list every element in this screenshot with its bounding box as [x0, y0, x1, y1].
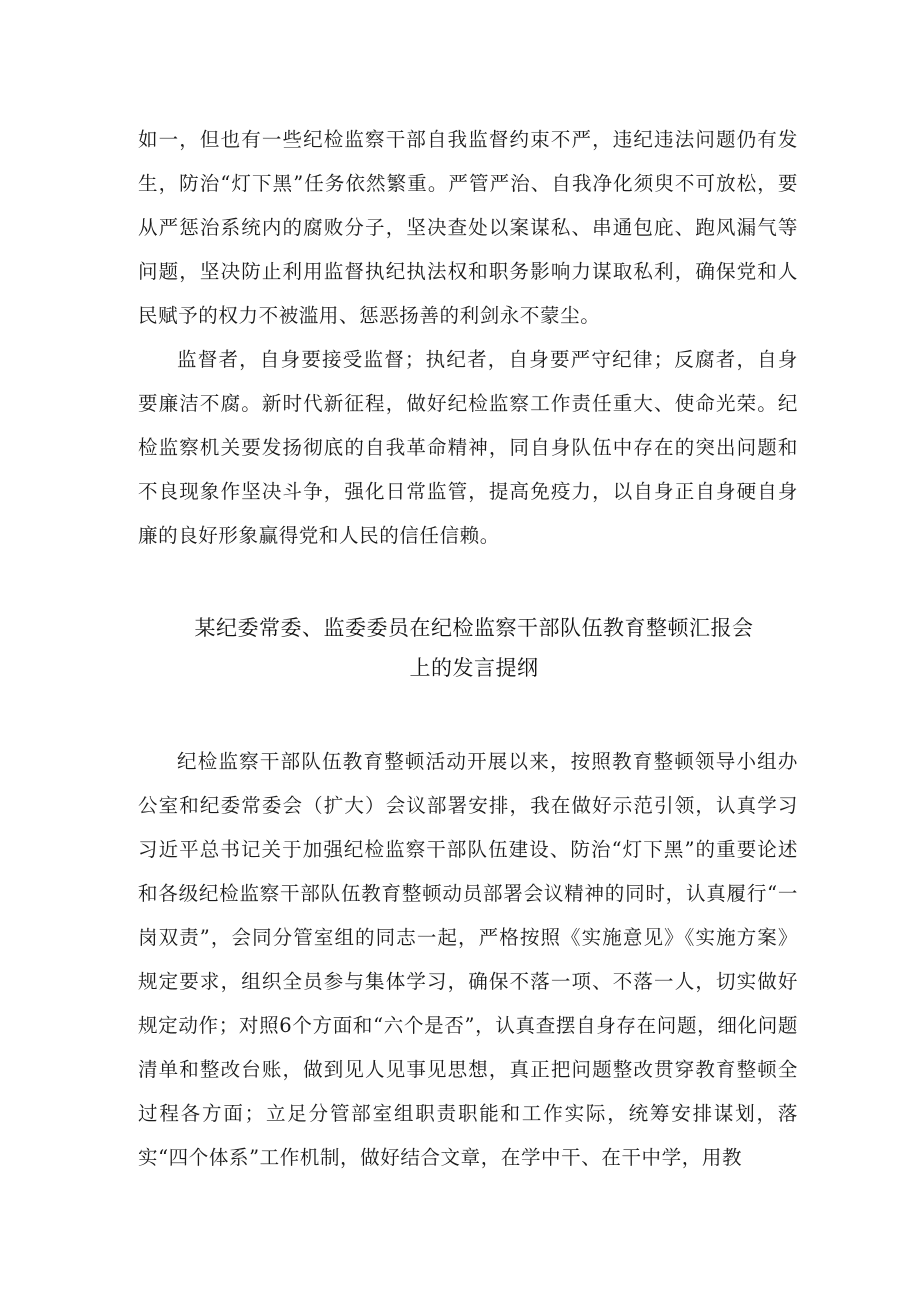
paragraph-supervisor: 监督者，自身要接受监督；执纪者，自身要严守纪律；反腐者，自身要廉洁不腐。新时代新征程，做好纪检监察工作责任重大、使命光荣。纪检监察机关要发扬彻底的自我革命精神，同自身队伍中存在的突出问题和不良现象作坚决斗争，强化日常监管，提高免疫力，以自身正自身硬自身廉的良好形象赢得党和人民的信任信赖。 [138, 348, 798, 547]
paragraph-speech-body: 纪检监察干部队伍教育整顿活动开展以来，按照教育整顿领导小组办公室和纪委常委会（扩大）会议部署安排，我在做好示范引领，认真学习习近平总书记关于加强纪检监察干部队伍建设、防治“灯下黑”的重要论述和各级纪检监察干部队伍教育整顿动员部署会议精神的同时，认真履行“一岗双责”，会同分管室组的同志一起，严格按照《实施意见》《实施方案》规定要求，组织全员参与集体学习，确保不落一项、不落一人，切实做好规定动作；对照6个方面和“六个是否”，认真查摆自身存在问题，细化问题清单和整改台账，做到见人见事见思想，真正把问题整改贯穿教育整顿全过程各方面；立足分管部室组职责职能和工作实际，统筹安排谋划，落实“四个体系”工作机制，做好结合文章，在学中干、在干中学，用教 [138, 750, 798, 1169]
paragraph-continuation: 如一，但也有一些纪检监察干部自我监督约束不严，违纪违法问题仍有发生，防治“灯下黑”任务依然繁重。严管严治、自我净化须臾不可放松，要从严惩治系统内的腐败分子，坚决查处以案谋私、串通包庇、跑风漏气等问题，坚决防止利用监督执纪执法权和职务影响力谋取私利，确保党和人民赋予的权力不被滥用、惩恶扬善的利剑永不蒙尘。 [138, 128, 798, 327]
speech-heading [138, 608, 798, 688]
heading-line-1: 某纪委常委、监委委员在纪检监察干部队伍教育整顿汇报会 [194, 616, 754, 640]
document-body [138, 118, 798, 1180]
heading-line-2: 上的发言提纲 [409, 656, 539, 680]
